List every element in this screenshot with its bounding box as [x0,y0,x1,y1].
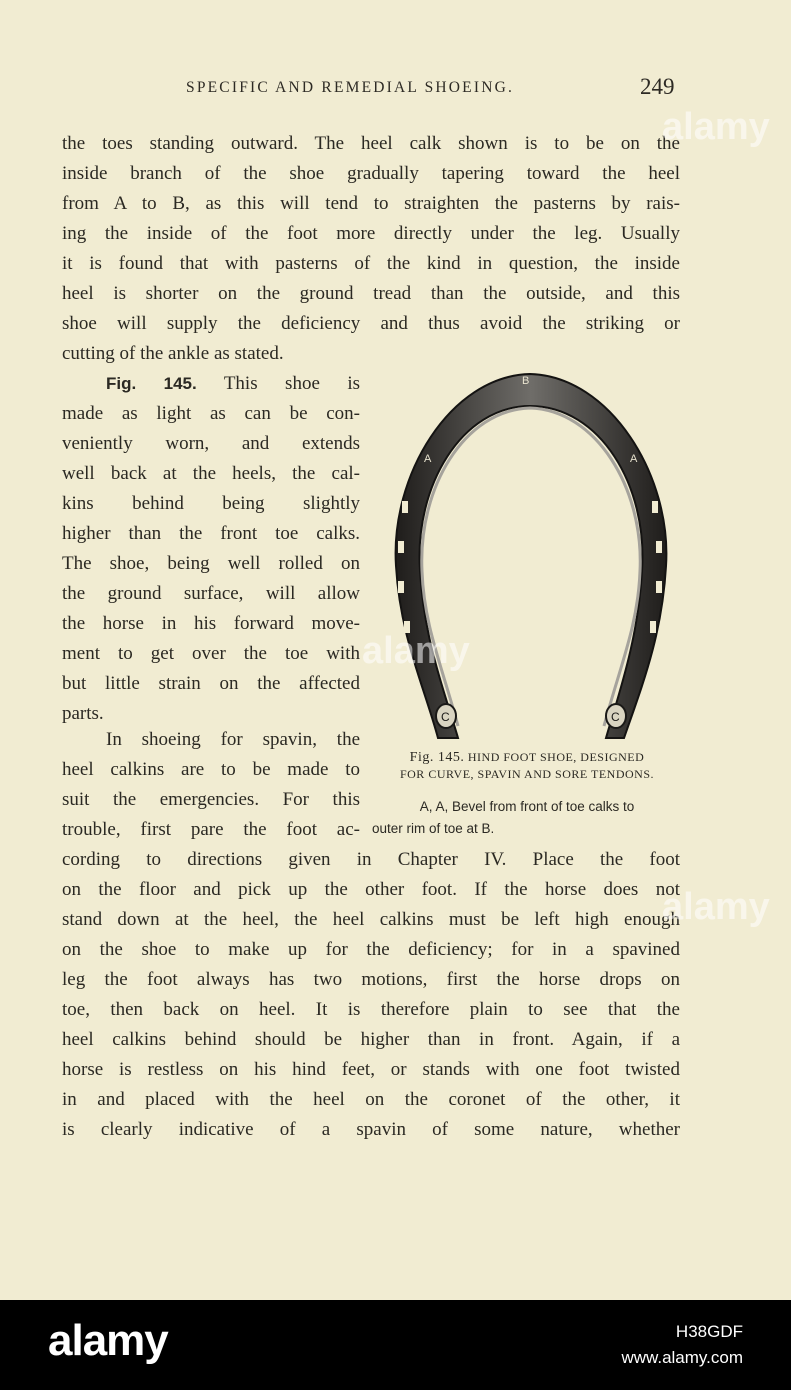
text-line: The shoe, being well rolled on [62,553,360,574]
caption-line: FOR CURVE, SPAVIN AND SORE TENDONS. [399,767,655,781]
top-paragraph [62,129,680,369]
caption-text: HIND FOOT SHOE, DESIGNED [467,750,645,764]
text-line: the horse in his forward move- [62,613,360,634]
bottom-paragraph [62,845,680,1145]
text-line: is clearly indicative of a spavin of some nature, whether [62,1119,680,1140]
horseshoe-body [396,374,667,738]
figure-caption [372,749,682,783]
stock-footer [0,1300,791,1390]
site-url: www.alamy.com [621,1348,743,1367]
text-line: In shoeing for spavin, the [106,729,360,750]
watermark-text: alamy [662,106,770,148]
text-line: heel is shorter on the ground tread than the outside, and this [62,283,680,304]
text-line: cutting of the ankle as stated. [62,343,284,364]
letter-a-left: A [424,453,432,465]
letter-c-right: C [611,710,620,724]
text-line: heel calkins are to be made to [62,759,360,780]
text-line: leg the foot always has two motions, first the horse drops on [62,969,680,990]
letter-a-right: A [630,453,638,465]
text-line: the ground surface, will allow [62,583,360,604]
legend-line: A, A, Bevel from front of toe calks to [419,799,635,814]
figure-legend [372,796,682,840]
letter-c-left: C [441,710,450,724]
caption-line [372,749,682,766]
text-line: but little strain on the affected [62,673,360,694]
text-line: trouble, first pare the foot ac- [62,819,360,840]
text-line: the toes standing outward. The heel calk shown is to be on the [62,133,680,154]
text-line: kins behind being slightly [62,493,360,514]
text-line: toe, then back on heel. It is therefore plain to see that the [62,999,680,1020]
text-line: ment to get over the toe with [62,643,360,664]
spavin-paragraph [62,725,360,845]
horseshoe-drawing [380,366,680,746]
figure-reference: Fig. 145. [106,374,197,393]
text-line: heel calkins behind should be higher than in front. Again, if a [62,1029,680,1050]
text-line: horse is restless on his hind feet, or stands with one foot twisted [62,1059,680,1080]
running-head: SPECIFIC AND REMEDIAL SHOEING. [186,79,515,96]
text-line: it is found that with pasterns of the kind in question, the inside [62,253,680,274]
text-line: made as light as can be con- [62,403,360,424]
text-line: veniently worn, and extends [62,433,360,454]
figure-description-paragraph [62,369,360,729]
text-line: cording to directions given in Chapter IV. Place the foot [62,849,680,870]
letter-b: B [522,375,530,387]
watermark-text: alamy [662,886,770,928]
text-line: from A to B, as this will tend to straighten the pasterns by rais- [62,193,680,214]
watermark-text: alamy [362,630,470,672]
text-line: on the floor and pick up the other foot. If the horse does not [62,879,680,900]
text-line [62,369,360,399]
text-line: stand down at the heel, the heel calkins must be left high enough [62,909,680,930]
image-id: H38GDF [675,1322,743,1341]
text-line: in and placed with the heel on the coronet of the other, it [62,1089,680,1110]
text-span: This shoe is [223,373,360,394]
text-line: parts. [62,703,104,724]
text-line: well back at the heels, the cal- [62,463,360,484]
legend-line: outer rim of toe at B. [372,821,495,836]
caption-fig-label: Fig. 145. [409,750,465,765]
text-line: on the shoe to make up for the deficiency; for in a spavined [62,939,680,960]
text-line: ing the inside of the foot more directly under the leg. Usually [62,223,680,244]
horseshoe-illustration [380,366,680,746]
text-line: shoe will supply the deficiency and thus avoid the striking or [62,313,680,334]
text-line: higher than the front toe calks. [62,523,360,544]
page-number: 249 [640,74,675,99]
alamy-logo: alamy [48,1316,168,1365]
text-line: suit the emergencies. For this [62,789,360,810]
text-line: inside branch of the shoe gradually tapering toward the heel [62,163,680,184]
